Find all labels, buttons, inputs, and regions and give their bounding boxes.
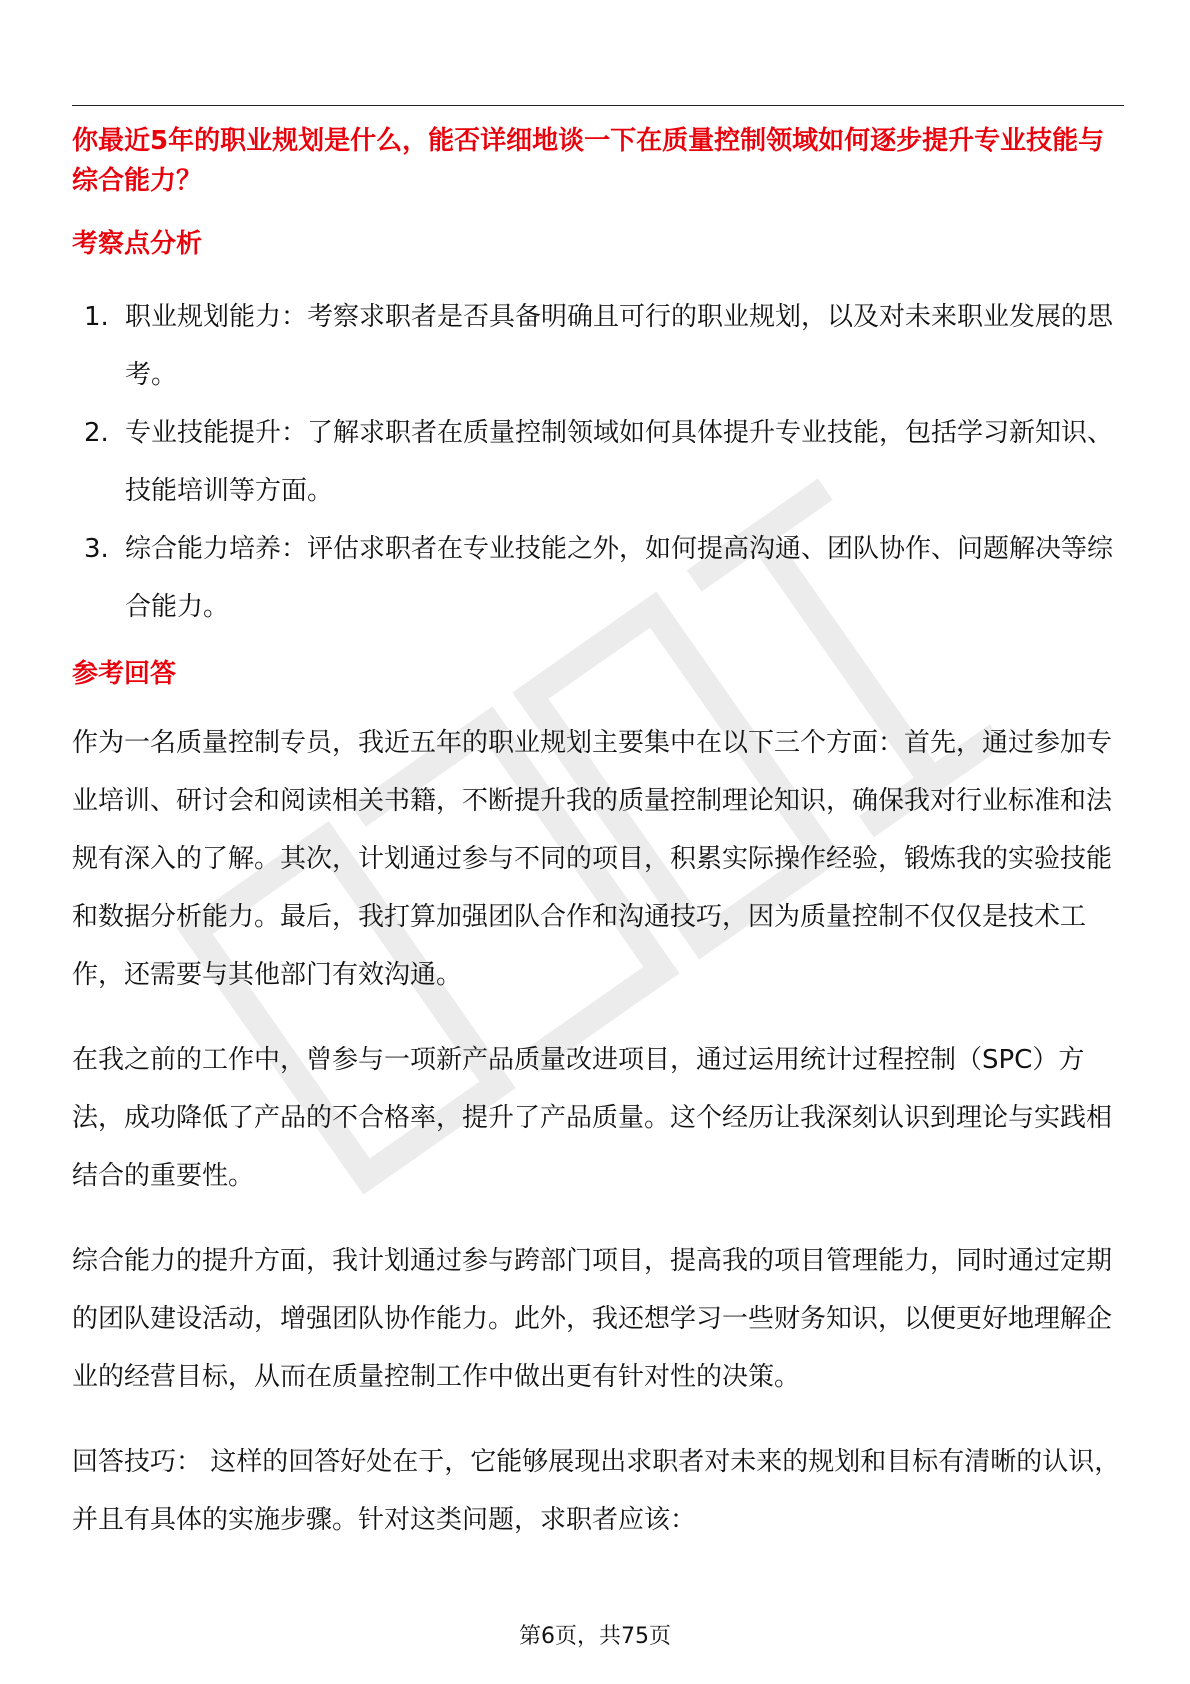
point-text: 职业规划能力：考察求职者是否具备明确且可行的职业规划，以及对未来职业发展的思考。: [125, 302, 1114, 390]
analysis-point: [72, 520, 1124, 636]
answer-heading: 参考回答: [72, 659, 177, 689]
top-divider: [72, 105, 1124, 106]
page-number-footer: 第6页，共75页: [519, 1624, 671, 1649]
answer-tips-paragraph: 回答技巧： 这样的回答好处在于，它能够展现出求职者对未来的规划和目标有清晰的认识，并且有具体的实施步骤。针对这类问题，求职者应该：: [72, 1447, 1121, 1535]
analysis-heading: 考察点分析: [72, 229, 203, 259]
interview-question: 你最近5年的职业规划是什么，能否详细地谈一下在质量控制领域如何逐步提升专业技能与综合能力？: [72, 126, 1105, 196]
analysis-point: [72, 288, 1124, 404]
point-number: 1.: [84, 302, 109, 332]
answer-paragraph: 综合能力的提升方面，我计划通过参与跨部门项目，提高我的项目管理能力，同时通过定期的团队建设活动，增强团队协作能力。此外，我还想学习一些财务知识，以便更好地理解企业的经营目标，从而在质量控制工作中做出更有针对性的决策。: [72, 1246, 1113, 1392]
point-text: 专业技能提升：了解求职者在质量控制领域如何具体提升专业技能，包括学习新知识、技能培训等方面。: [125, 418, 1114, 506]
analysis-point: [72, 404, 1124, 520]
point-number: 2.: [84, 418, 109, 448]
analysis-points-list: [72, 288, 1124, 636]
point-text: 综合能力培养：评估求职者在专业技能之外，如何提高沟通、团队协作、问题解决等综合能力。: [125, 534, 1114, 622]
document-body: [72, 121, 1124, 1549]
point-number: 3.: [84, 534, 109, 564]
answer-paragraph: 在我之前的工作中，曾参与一项新产品质量改进项目，通过运用统计过程控制（SPC）方法，成功降低了产品的不合格率，提升了产品质量。这个经历让我深刻认识到理论与实践相结合的重要性。: [72, 1045, 1113, 1191]
answer-paragraph: 作为一名质量控制专员，我近五年的职业规划主要集中在以下三个方面：首先，通过参加专业培训、研讨会和阅读相关书籍，不断提升我的质量控制理论知识，确保我对行业标准和法规有深入的了解。其次，计划通过参与不同的项目，积累实际操作经验，锻炼我的实验技能和数据分析能力。最后，我打算加强团队合作和沟通技巧，因为质量控制不仅仅是技术工作，还需要与其他部门有效沟通。: [72, 728, 1113, 990]
